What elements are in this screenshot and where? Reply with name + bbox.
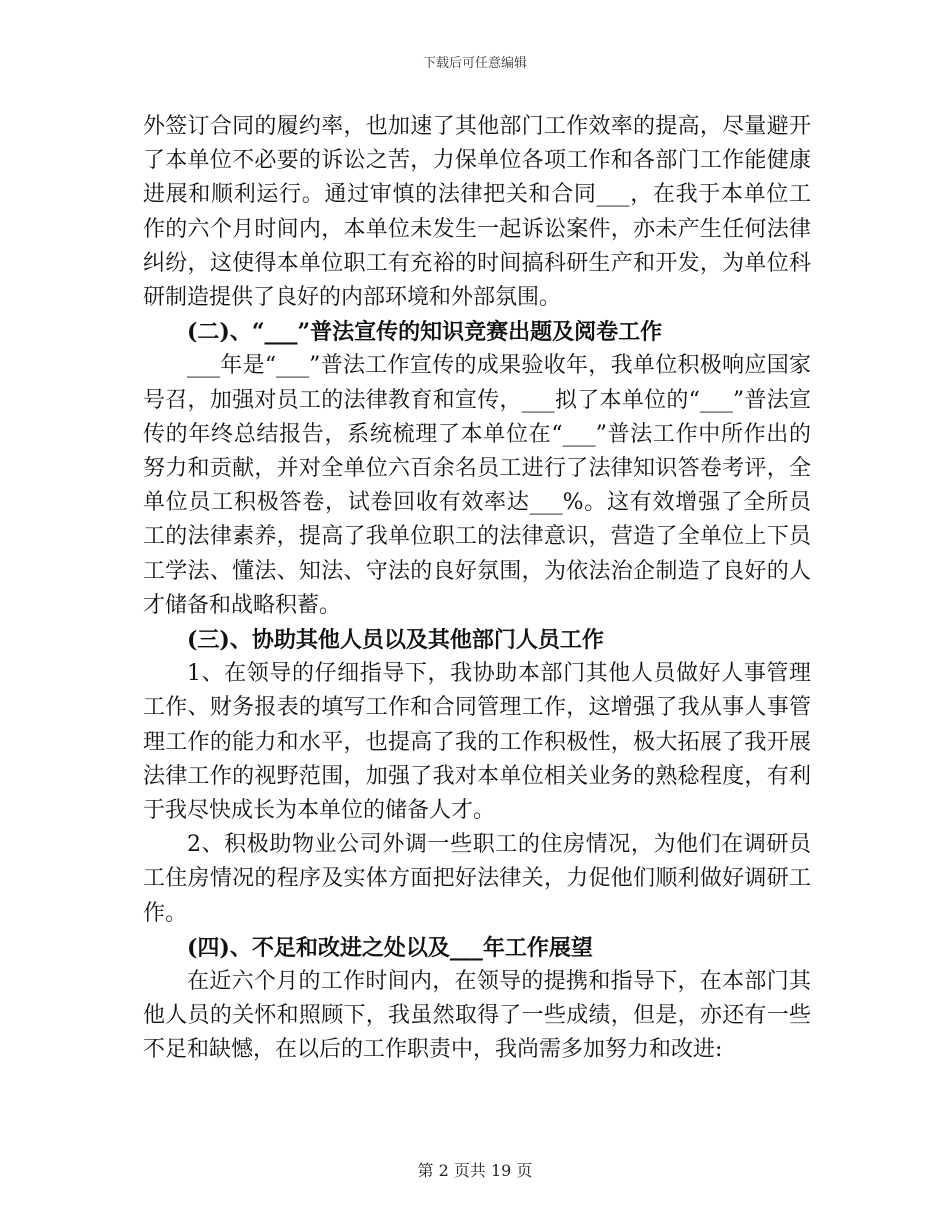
page-header: 下载后可任意编辑	[422, 56, 527, 71]
body-paragraph: 2、积极助物业公司外调一些职工的住房情况，为他们在调研员工住房情况的程序及实体方面把好法律关，力促他们顺利做好调研工作。	[143, 832, 811, 926]
page-footer: 第 2 页共 19 页	[417, 1161, 533, 1180]
body-paragraph: ___年是“___”普法工作宣传的成果验收年，我单位积极响应国家号召，加强对员工的法律教育和宣传，___拟了本单位的“___”普法宣传的年终总结报告，系统梳理了本单位在“___”普法工作中所作出的努力和贡献，并对全单位六百余名员工进行了法律知识答卷考评，全单位员工积极答卷，试卷回收有效率达___%。这有效增强了全所员工的法律素养，提高了我单位职工的法律意识，营造了全单位上下员工学法、懂法、知法、守法的良好氛围，为依法治企制造了良好的人才储备和战略积蓄。	[143, 353, 811, 618]
document-body	[143, 110, 811, 1068]
body-paragraph: 外签订合同的履约率，也加速了其他部门工作效率的提高，尽量避开了本单位不必要的诉讼之苦，力保单位各项工作和各部门工作能健康进展和顺利运行。通过审慎的法律把关和合同___，在我于本单位工作的六个月时间内，本单位未发生一起诉讼案件，亦未产生任何法律纠纷，这使得本单位职工有充裕的时间搞科研生产和开发，为单位科研制造提供了良好的内部环境和外部氛围。	[143, 114, 811, 311]
section-heading: (三)、协助其他人员以及其他部门人员工作	[187, 627, 604, 654]
section-heading: (二)、“___”普法宣传的知识竞赛出题及阅卷工作	[187, 319, 663, 346]
section-heading: (四)、不足和改进之处以及___年工作展望	[187, 934, 593, 961]
body-paragraph: 在近六个月的工作时间内，在领导的提携和指导下，在本部门其他人员的关怀和照顾下，我虽然取得了一些成绩，但是，亦还有一些不足和缺憾，在以后的工作职责中，我尚需多加努力和改进:	[143, 969, 811, 1063]
body-paragraph: 1、在领导的仔细指导下，我协助本部门其他人员做好人事管理工作、财务报表的填写工作和合同管理工作，这增强了我从事人事管理工作的能力和水平，也提高了我的工作积极性，极大拓展了我开展法律工作的视野范围，加强了我对本单位相关业务的熟稔程度，有利于我尽快成长为本单位的储备人才。	[143, 661, 811, 824]
